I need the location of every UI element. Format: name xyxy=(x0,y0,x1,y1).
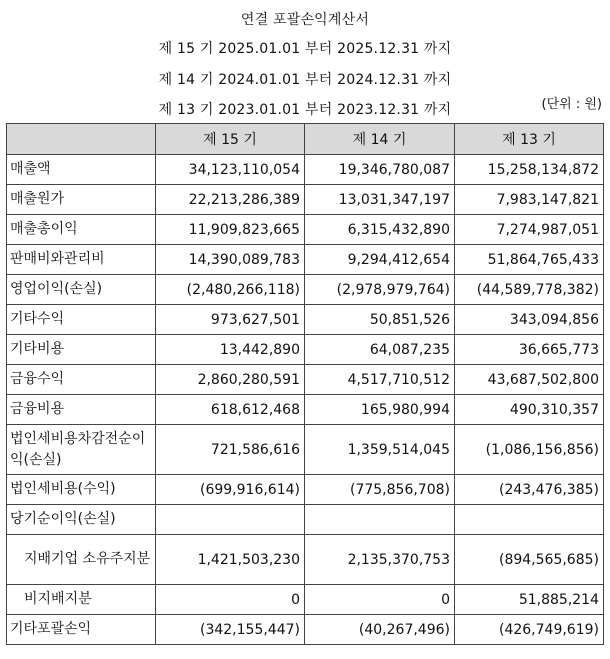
value-cell: (243,476,385) xyxy=(455,475,604,505)
value-cell: (342,155,447) xyxy=(156,615,305,645)
table-row xyxy=(7,305,604,335)
value-cell: 2,135,370,753 xyxy=(305,535,455,585)
value-cell: 50,851,526 xyxy=(305,305,455,335)
row-label: 판매비와관리비 xyxy=(7,245,156,275)
value-cell: 6,315,432,890 xyxy=(305,215,455,245)
row-label: 금융수익 xyxy=(7,365,156,395)
row-label: 매출원가 xyxy=(7,185,156,215)
table-row xyxy=(7,585,604,615)
value-cell: (699,916,614) xyxy=(156,475,305,505)
value-cell xyxy=(455,505,604,535)
document-title: 연결 포괄손익계산서 xyxy=(240,12,370,28)
value-cell: 973,627,501 xyxy=(156,305,305,335)
row-label: 기타비용 xyxy=(7,335,156,365)
row-label: 영업이익(손실) xyxy=(7,275,156,305)
value-cell: 7,983,147,821 xyxy=(455,185,604,215)
value-cell: 9,294,412,654 xyxy=(305,245,455,275)
table-row xyxy=(7,475,604,505)
row-label: 매출액 xyxy=(7,155,156,185)
row-label: 지배기업 소유주지분 xyxy=(7,535,156,585)
table-row xyxy=(7,215,604,245)
column-header-15: 제 15 기 xyxy=(156,124,305,155)
table-row xyxy=(7,365,604,395)
value-cell: (2,978,979,764) xyxy=(305,275,455,305)
table-row xyxy=(7,245,604,275)
table-row xyxy=(7,505,604,535)
column-header-14: 제 14 기 xyxy=(305,124,455,155)
period-line-13: 제 13 기 2023.01.01 부터 2023.12.31 까지 xyxy=(158,102,452,118)
table-row xyxy=(7,535,604,585)
row-label: 법인세비용(수익) xyxy=(7,475,156,505)
value-cell: 15,258,134,872 xyxy=(455,155,604,185)
value-cell: 64,087,235 xyxy=(305,335,455,365)
table-row xyxy=(7,395,604,425)
value-cell: 2,860,280,591 xyxy=(156,365,305,395)
value-cell: (426,749,619) xyxy=(455,615,604,645)
table-row xyxy=(7,155,604,185)
row-label: 법인세비용차감전순이익(손실) xyxy=(7,425,156,475)
value-cell: 51,885,214 xyxy=(455,585,604,615)
table-row xyxy=(7,615,604,645)
value-cell: 0 xyxy=(305,585,455,615)
period-line-14: 제 14 기 2024.01.01 부터 2024.12.31 까지 xyxy=(158,72,452,88)
value-cell: 13,031,347,197 xyxy=(305,185,455,215)
value-cell xyxy=(305,505,455,535)
value-cell: 618,612,468 xyxy=(156,395,305,425)
value-cell: 43,687,502,800 xyxy=(455,365,604,395)
table-row xyxy=(7,185,604,215)
value-cell: 7,274,987,051 xyxy=(455,215,604,245)
value-cell: 51,864,765,433 xyxy=(455,245,604,275)
value-cell: 1,421,503,230 xyxy=(156,535,305,585)
value-cell: 1,359,514,045 xyxy=(305,425,455,475)
value-cell: (44,589,778,382) xyxy=(455,275,604,305)
value-cell: 11,909,823,665 xyxy=(156,215,305,245)
table-row xyxy=(7,275,604,305)
unit-label: (단위 : 원) xyxy=(541,97,602,112)
value-cell: (1,086,156,856) xyxy=(455,425,604,475)
period-line-15: 제 15 기 2025.01.01 부터 2025.12.31 까지 xyxy=(158,41,452,57)
row-label: 비지배지분 xyxy=(7,585,156,615)
value-cell: (894,565,685) xyxy=(455,535,604,585)
value-cell: (775,856,708) xyxy=(305,475,455,505)
table-row xyxy=(7,425,604,475)
row-label: 금융비용 xyxy=(7,395,156,425)
row-label: 기타수익 xyxy=(7,305,156,335)
row-label: 당기순이익(손실) xyxy=(7,505,156,535)
value-cell: 36,665,773 xyxy=(455,335,604,365)
value-cell: 721,586,616 xyxy=(156,425,305,475)
value-cell xyxy=(156,505,305,535)
row-label: 기타포괄손익 xyxy=(7,615,156,645)
income-statement-table xyxy=(6,123,604,645)
value-cell: 165,980,994 xyxy=(305,395,455,425)
row-label: 매출총이익 xyxy=(7,215,156,245)
value-cell: 22,213,286,389 xyxy=(156,185,305,215)
value-cell: 34,123,110,054 xyxy=(156,155,305,185)
value-cell: 19,346,780,087 xyxy=(305,155,455,185)
column-header-label xyxy=(7,124,156,155)
value-cell: 343,094,856 xyxy=(455,305,604,335)
value-cell: 4,517,710,512 xyxy=(305,365,455,395)
column-header-13: 제 13 기 xyxy=(455,124,604,155)
value-cell: 14,390,089,783 xyxy=(156,245,305,275)
table-row xyxy=(7,335,604,365)
value-cell: 490,310,357 xyxy=(455,395,604,425)
value-cell: 0 xyxy=(156,585,305,615)
value-cell: (2,480,266,118) xyxy=(156,275,305,305)
table-header-row xyxy=(7,124,604,155)
value-cell: (40,267,496) xyxy=(305,615,455,645)
value-cell: 13,442,890 xyxy=(156,335,305,365)
